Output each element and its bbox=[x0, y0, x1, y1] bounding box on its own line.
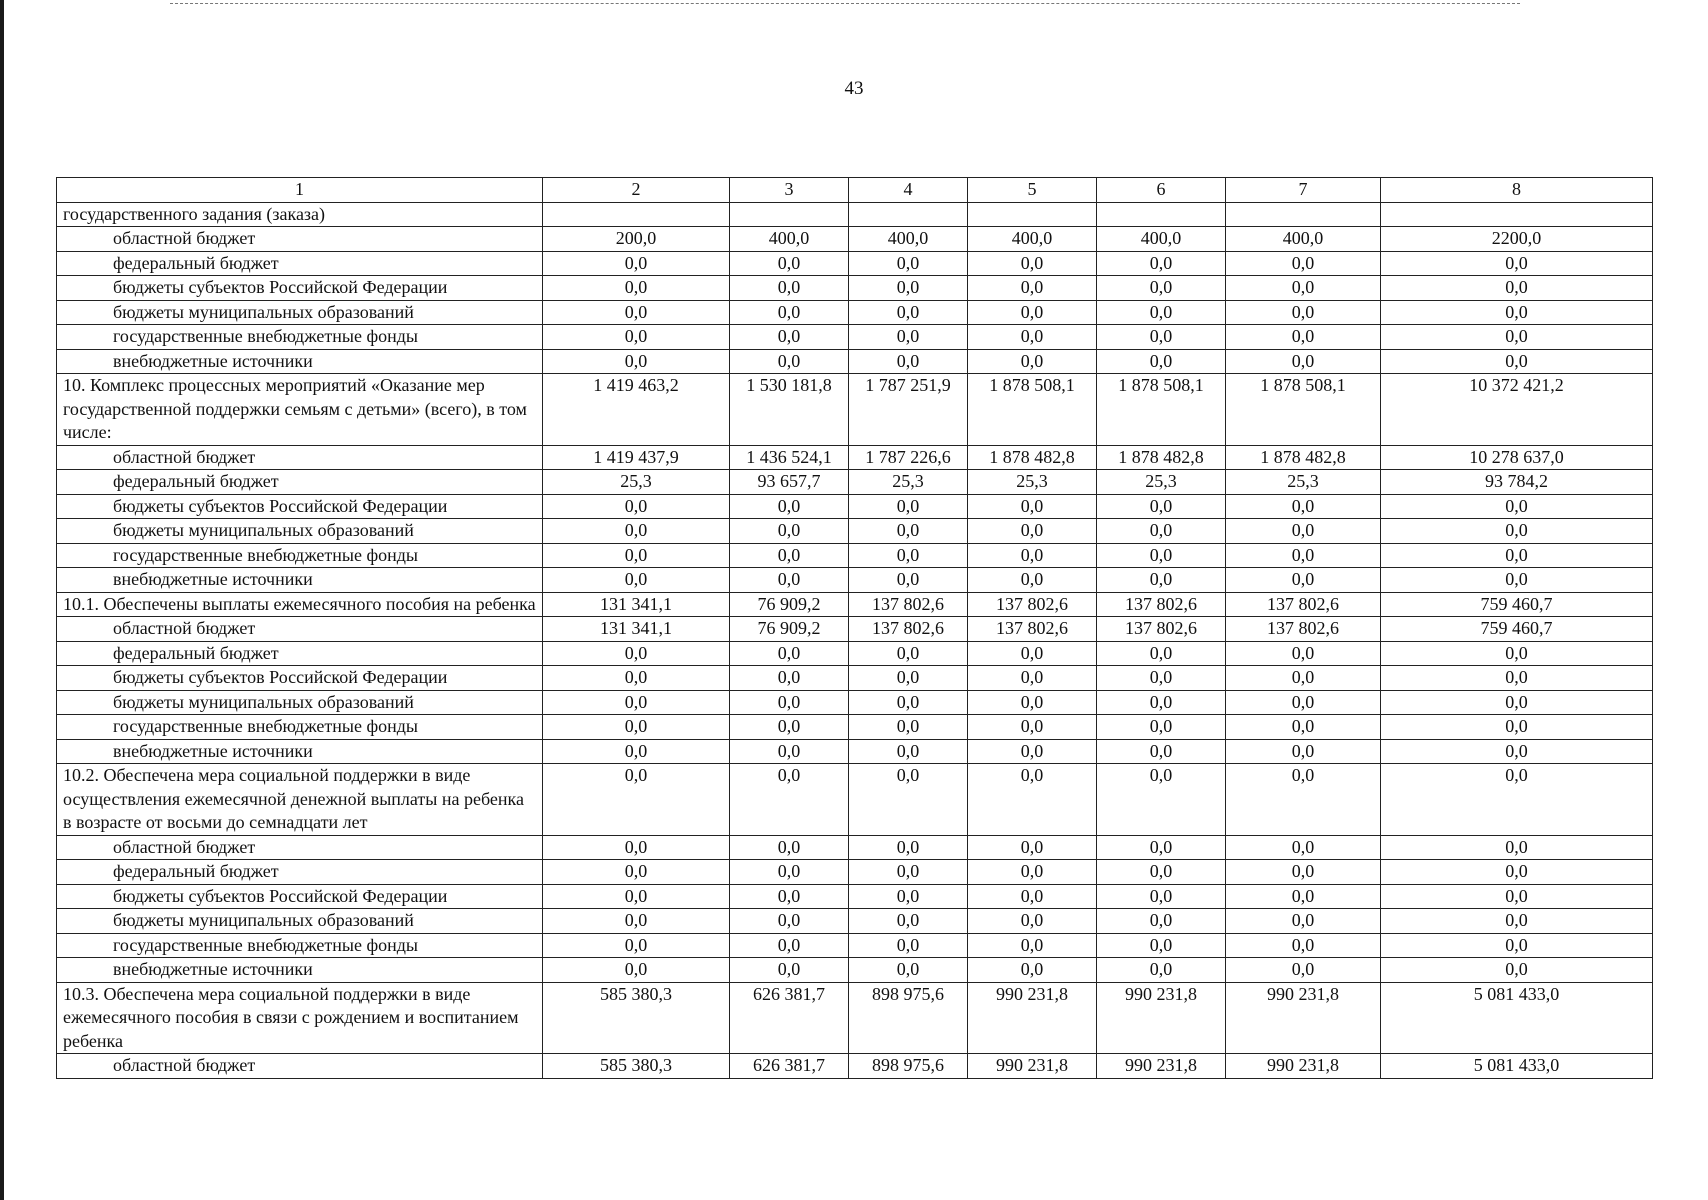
row-source-label: областной бюджет bbox=[57, 445, 543, 470]
row-value-cell: 898 975,6 bbox=[849, 982, 968, 1054]
row-value-cell: 0,0 bbox=[1097, 494, 1226, 519]
row-value-cell: 200,0 bbox=[543, 227, 730, 252]
row-source-label: внебюджетные источники bbox=[57, 568, 543, 593]
row-value-cell: 0,0 bbox=[849, 251, 968, 276]
row-value-cell: 0,0 bbox=[1381, 884, 1653, 909]
row-value-cell: 1 878 482,8 bbox=[1097, 445, 1226, 470]
table-row bbox=[57, 835, 1653, 860]
row-value-cell: 137 802,6 bbox=[1226, 617, 1381, 642]
row-value-cell: 0,0 bbox=[849, 764, 968, 836]
row-value-cell: 0,0 bbox=[1097, 933, 1226, 958]
row-value-cell: 0,0 bbox=[730, 251, 849, 276]
row-item-label: 10.3. Обеспечена мера социальной поддержки в виде ежемесячного пособия в связи с рождением и воспитанием ребенка bbox=[57, 982, 543, 1054]
table-row bbox=[57, 276, 1653, 301]
row-value-cell: 0,0 bbox=[849, 958, 968, 983]
table-row bbox=[57, 251, 1653, 276]
row-value-cell: 0,0 bbox=[543, 764, 730, 836]
row-source-label: федеральный бюджет bbox=[57, 251, 543, 276]
row-value-cell: 1 878 508,1 bbox=[1097, 374, 1226, 446]
row-value-cell: 0,0 bbox=[1226, 568, 1381, 593]
row-value-cell: 0,0 bbox=[543, 543, 730, 568]
row-value-cell: 0,0 bbox=[730, 666, 849, 691]
row-value-cell: 0,0 bbox=[730, 958, 849, 983]
column-header: 7 bbox=[1226, 178, 1381, 203]
row-value-cell: 0,0 bbox=[968, 835, 1097, 860]
row-value-cell: 0,0 bbox=[730, 715, 849, 740]
row-value-cell: 5 081 433,0 bbox=[1381, 1054, 1653, 1079]
row-value-cell bbox=[968, 202, 1097, 227]
table-header-row bbox=[57, 178, 1653, 203]
row-value-cell: 0,0 bbox=[730, 690, 849, 715]
row-value-cell: 0,0 bbox=[1226, 666, 1381, 691]
row-value-cell: 0,0 bbox=[1381, 860, 1653, 885]
row-source-label: государственные внебюджетные фонды bbox=[57, 325, 543, 350]
row-value-cell: 0,0 bbox=[1097, 568, 1226, 593]
row-value-cell: 0,0 bbox=[849, 568, 968, 593]
row-value-cell: 0,0 bbox=[1226, 519, 1381, 544]
row-value-cell: 585 380,3 bbox=[543, 1054, 730, 1079]
table-row bbox=[57, 374, 1653, 446]
row-value-cell: 0,0 bbox=[1097, 958, 1226, 983]
row-value-cell: 0,0 bbox=[1097, 251, 1226, 276]
row-value-cell: 0,0 bbox=[968, 715, 1097, 740]
row-value-cell: 137 802,6 bbox=[849, 592, 968, 617]
row-value-cell: 0,0 bbox=[1226, 909, 1381, 934]
row-value-cell: 0,0 bbox=[968, 543, 1097, 568]
row-value-cell: 0,0 bbox=[543, 739, 730, 764]
table-row bbox=[57, 543, 1653, 568]
row-source-label: областной бюджет bbox=[57, 835, 543, 860]
row-value-cell: 0,0 bbox=[849, 519, 968, 544]
row-value-cell: 0,0 bbox=[968, 933, 1097, 958]
row-value-cell: 400,0 bbox=[730, 227, 849, 252]
row-item-label: 10.1. Обеспечены выплаты ежемесячного пособия на ребенка bbox=[57, 592, 543, 617]
row-value-cell: 0,0 bbox=[543, 909, 730, 934]
row-value-cell: 0,0 bbox=[849, 739, 968, 764]
row-value-cell: 1 436 524,1 bbox=[730, 445, 849, 470]
row-value-cell: 0,0 bbox=[543, 300, 730, 325]
row-value-cell: 0,0 bbox=[1381, 690, 1653, 715]
row-value-cell: 0,0 bbox=[1097, 835, 1226, 860]
row-value-cell: 0,0 bbox=[730, 568, 849, 593]
row-value-cell: 1 787 226,6 bbox=[849, 445, 968, 470]
row-source-label: внебюджетные источники bbox=[57, 739, 543, 764]
row-source-label: бюджеты муниципальных образований bbox=[57, 300, 543, 325]
row-value-cell: 1 419 437,9 bbox=[543, 445, 730, 470]
row-source-label: бюджеты муниципальных образований bbox=[57, 519, 543, 544]
row-value-cell: 0,0 bbox=[730, 543, 849, 568]
row-value-cell: 0,0 bbox=[849, 860, 968, 885]
row-value-cell: 0,0 bbox=[1097, 325, 1226, 350]
row-value-cell: 626 381,7 bbox=[730, 1054, 849, 1079]
row-value-cell: 0,0 bbox=[1381, 494, 1653, 519]
row-value-cell: 0,0 bbox=[1097, 666, 1226, 691]
row-value-cell: 0,0 bbox=[730, 641, 849, 666]
row-value-cell: 0,0 bbox=[730, 300, 849, 325]
row-value-cell: 0,0 bbox=[1226, 690, 1381, 715]
row-value-cell: 2200,0 bbox=[1381, 227, 1653, 252]
row-value-cell: 0,0 bbox=[849, 543, 968, 568]
row-value-cell: 0,0 bbox=[1226, 641, 1381, 666]
row-value-cell: 0,0 bbox=[1097, 300, 1226, 325]
row-value-cell: 131 341,1 bbox=[543, 617, 730, 642]
row-source-label: федеральный бюджет bbox=[57, 470, 543, 495]
row-value-cell: 990 231,8 bbox=[1226, 1054, 1381, 1079]
row-value-cell: 1 530 181,8 bbox=[730, 374, 849, 446]
row-value-cell: 990 231,8 bbox=[1097, 1054, 1226, 1079]
row-value-cell: 0,0 bbox=[730, 519, 849, 544]
row-value-cell: 0,0 bbox=[1381, 519, 1653, 544]
row-value-cell: 0,0 bbox=[1226, 764, 1381, 836]
row-value-cell: 0,0 bbox=[968, 958, 1097, 983]
column-header: 3 bbox=[730, 178, 849, 203]
row-value-cell: 0,0 bbox=[1226, 325, 1381, 350]
row-value-cell: 0,0 bbox=[543, 933, 730, 958]
row-value-cell: 0,0 bbox=[968, 764, 1097, 836]
row-value-cell: 0,0 bbox=[849, 835, 968, 860]
row-value-cell: 0,0 bbox=[968, 349, 1097, 374]
row-value-cell: 0,0 bbox=[730, 494, 849, 519]
row-value-cell: 0,0 bbox=[968, 909, 1097, 934]
table-row bbox=[57, 300, 1653, 325]
row-value-cell: 0,0 bbox=[730, 909, 849, 934]
row-value-cell: 137 802,6 bbox=[968, 592, 1097, 617]
row-value-cell: 0,0 bbox=[730, 349, 849, 374]
row-value-cell: 0,0 bbox=[968, 519, 1097, 544]
row-source-label: бюджеты муниципальных образований bbox=[57, 690, 543, 715]
row-value-cell: 0,0 bbox=[849, 494, 968, 519]
row-source-label: бюджеты субъектов Российской Федерации bbox=[57, 884, 543, 909]
row-value-cell: 0,0 bbox=[730, 325, 849, 350]
row-value-cell: 0,0 bbox=[1226, 543, 1381, 568]
row-value-cell: 0,0 bbox=[849, 300, 968, 325]
row-value-cell bbox=[1381, 202, 1653, 227]
row-value-cell: 0,0 bbox=[543, 494, 730, 519]
row-source-label: бюджеты субъектов Российской Федерации bbox=[57, 276, 543, 301]
row-value-cell: 25,3 bbox=[1226, 470, 1381, 495]
row-source-label: областной бюджет bbox=[57, 617, 543, 642]
row-value-cell: 0,0 bbox=[968, 690, 1097, 715]
row-value-cell: 0,0 bbox=[1226, 958, 1381, 983]
row-value-cell: 0,0 bbox=[543, 884, 730, 909]
row-value-cell: 0,0 bbox=[968, 276, 1097, 301]
row-value-cell: 0,0 bbox=[1381, 909, 1653, 934]
row-value-cell: 93 657,7 bbox=[730, 470, 849, 495]
row-value-cell: 0,0 bbox=[543, 325, 730, 350]
row-value-cell: 0,0 bbox=[968, 300, 1097, 325]
row-value-cell: 137 802,6 bbox=[1226, 592, 1381, 617]
row-value-cell: 0,0 bbox=[1097, 739, 1226, 764]
table-row bbox=[57, 764, 1653, 836]
row-value-cell: 0,0 bbox=[1226, 884, 1381, 909]
row-value-cell: 0,0 bbox=[1097, 690, 1226, 715]
row-value-cell: 0,0 bbox=[1381, 349, 1653, 374]
row-source-label: федеральный бюджет bbox=[57, 860, 543, 885]
row-value-cell: 0,0 bbox=[968, 325, 1097, 350]
column-header: 2 bbox=[543, 178, 730, 203]
table-body bbox=[57, 178, 1653, 1079]
row-source-label: государственные внебюджетные фонды bbox=[57, 933, 543, 958]
table-row bbox=[57, 1054, 1653, 1079]
row-value-cell: 0,0 bbox=[1381, 715, 1653, 740]
row-value-cell: 0,0 bbox=[1226, 349, 1381, 374]
row-value-cell: 93 784,2 bbox=[1381, 470, 1653, 495]
row-value-cell: 76 909,2 bbox=[730, 592, 849, 617]
row-value-cell: 0,0 bbox=[543, 860, 730, 885]
table-row bbox=[57, 227, 1653, 252]
row-value-cell: 0,0 bbox=[730, 884, 849, 909]
table-row bbox=[57, 202, 1653, 227]
row-value-cell: 0,0 bbox=[1381, 739, 1653, 764]
row-value-cell: 0,0 bbox=[968, 251, 1097, 276]
row-value-cell bbox=[730, 202, 849, 227]
row-source-label: государственные внебюджетные фонды bbox=[57, 543, 543, 568]
row-value-cell: 0,0 bbox=[849, 715, 968, 740]
row-source-label: бюджеты субъектов Российской Федерации bbox=[57, 666, 543, 691]
row-value-cell: 0,0 bbox=[543, 276, 730, 301]
row-value-cell: 0,0 bbox=[1381, 666, 1653, 691]
row-value-cell: 0,0 bbox=[1381, 641, 1653, 666]
row-value-cell: 990 231,8 bbox=[1097, 982, 1226, 1054]
row-value-cell: 0,0 bbox=[730, 764, 849, 836]
row-value-cell: 0,0 bbox=[1097, 884, 1226, 909]
row-value-cell: 10 278 637,0 bbox=[1381, 445, 1653, 470]
row-value-cell: 0,0 bbox=[1097, 276, 1226, 301]
row-value-cell: 0,0 bbox=[730, 276, 849, 301]
table-row bbox=[57, 568, 1653, 593]
row-value-cell: 1 878 482,8 bbox=[1226, 445, 1381, 470]
row-item-label: государственного задания (заказа) bbox=[57, 202, 543, 227]
row-value-cell: 0,0 bbox=[968, 666, 1097, 691]
row-value-cell: 1 878 508,1 bbox=[968, 374, 1097, 446]
row-value-cell: 0,0 bbox=[1097, 909, 1226, 934]
row-value-cell: 0,0 bbox=[1381, 251, 1653, 276]
row-value-cell: 0,0 bbox=[543, 568, 730, 593]
row-value-cell: 5 081 433,0 bbox=[1381, 982, 1653, 1054]
table-row bbox=[57, 909, 1653, 934]
row-source-label: внебюджетные источники bbox=[57, 958, 543, 983]
row-value-cell: 400,0 bbox=[1097, 227, 1226, 252]
row-value-cell: 0,0 bbox=[1381, 543, 1653, 568]
row-value-cell: 25,3 bbox=[849, 470, 968, 495]
row-value-cell: 0,0 bbox=[1381, 958, 1653, 983]
row-value-cell bbox=[849, 202, 968, 227]
row-value-cell: 0,0 bbox=[1226, 494, 1381, 519]
row-value-cell: 759 460,7 bbox=[1381, 617, 1653, 642]
row-value-cell: 626 381,7 bbox=[730, 982, 849, 1054]
row-value-cell: 0,0 bbox=[849, 666, 968, 691]
row-value-cell: 0,0 bbox=[1381, 568, 1653, 593]
page-number: 43 bbox=[844, 78, 864, 99]
column-header: 1 bbox=[57, 178, 543, 203]
row-value-cell: 1 878 482,8 bbox=[968, 445, 1097, 470]
scan-top-line bbox=[170, 3, 1520, 4]
row-value-cell: 0,0 bbox=[968, 494, 1097, 519]
row-value-cell: 0,0 bbox=[543, 641, 730, 666]
row-value-cell: 0,0 bbox=[849, 884, 968, 909]
row-value-cell: 131 341,1 bbox=[543, 592, 730, 617]
row-value-cell: 990 231,8 bbox=[1226, 982, 1381, 1054]
row-value-cell: 990 231,8 bbox=[968, 982, 1097, 1054]
row-value-cell: 0,0 bbox=[543, 251, 730, 276]
row-value-cell: 0,0 bbox=[1097, 543, 1226, 568]
table-row bbox=[57, 470, 1653, 495]
table-row bbox=[57, 349, 1653, 374]
row-value-cell: 400,0 bbox=[849, 227, 968, 252]
row-value-cell: 0,0 bbox=[1097, 764, 1226, 836]
table-row bbox=[57, 690, 1653, 715]
row-value-cell: 0,0 bbox=[1381, 933, 1653, 958]
row-value-cell: 0,0 bbox=[1097, 519, 1226, 544]
table-row bbox=[57, 592, 1653, 617]
row-value-cell: 0,0 bbox=[1226, 933, 1381, 958]
row-value-cell: 0,0 bbox=[968, 739, 1097, 764]
row-source-label: внебюджетные источники bbox=[57, 349, 543, 374]
row-value-cell: 0,0 bbox=[730, 933, 849, 958]
row-value-cell: 0,0 bbox=[849, 349, 968, 374]
row-value-cell: 0,0 bbox=[968, 641, 1097, 666]
row-value-cell: 0,0 bbox=[968, 860, 1097, 885]
row-value-cell: 137 802,6 bbox=[1097, 592, 1226, 617]
row-value-cell: 0,0 bbox=[730, 860, 849, 885]
table-row bbox=[57, 884, 1653, 909]
table-row bbox=[57, 325, 1653, 350]
row-value-cell: 0,0 bbox=[543, 958, 730, 983]
table-row bbox=[57, 445, 1653, 470]
row-value-cell bbox=[1097, 202, 1226, 227]
row-value-cell: 76 909,2 bbox=[730, 617, 849, 642]
row-value-cell: 898 975,6 bbox=[849, 1054, 968, 1079]
row-value-cell: 0,0 bbox=[730, 739, 849, 764]
row-value-cell: 0,0 bbox=[968, 568, 1097, 593]
row-value-cell: 0,0 bbox=[1097, 641, 1226, 666]
row-item-label: 10. Комплекс процессных мероприятий «Оказание мер государственной поддержки семьям с детьми» (всего), в том числе: bbox=[57, 374, 543, 446]
row-value-cell: 0,0 bbox=[1226, 860, 1381, 885]
table-row bbox=[57, 715, 1653, 740]
row-value-cell: 0,0 bbox=[1381, 764, 1653, 836]
column-header: 6 bbox=[1097, 178, 1226, 203]
row-value-cell: 25,3 bbox=[1097, 470, 1226, 495]
row-value-cell: 0,0 bbox=[1226, 715, 1381, 740]
row-value-cell: 137 802,6 bbox=[1097, 617, 1226, 642]
row-value-cell: 585 380,3 bbox=[543, 982, 730, 1054]
row-value-cell: 0,0 bbox=[1097, 715, 1226, 740]
row-value-cell: 0,0 bbox=[1381, 276, 1653, 301]
table-row bbox=[57, 860, 1653, 885]
column-header: 5 bbox=[968, 178, 1097, 203]
table-row bbox=[57, 641, 1653, 666]
row-source-label: бюджеты субъектов Российской Федерации bbox=[57, 494, 543, 519]
row-value-cell: 759 460,7 bbox=[1381, 592, 1653, 617]
row-value-cell: 990 231,8 bbox=[968, 1054, 1097, 1079]
row-source-label: бюджеты муниципальных образований bbox=[57, 909, 543, 934]
row-source-label: федеральный бюджет bbox=[57, 641, 543, 666]
row-value-cell: 0,0 bbox=[1226, 251, 1381, 276]
row-value-cell: 25,3 bbox=[543, 470, 730, 495]
row-value-cell: 0,0 bbox=[849, 909, 968, 934]
row-value-cell: 400,0 bbox=[968, 227, 1097, 252]
table-row bbox=[57, 519, 1653, 544]
row-value-cell: 0,0 bbox=[543, 835, 730, 860]
row-value-cell: 0,0 bbox=[1381, 325, 1653, 350]
row-item-label: 10.2. Обеспечена мера социальной поддержки в виде осуществления ежемесячной денежной выплаты на ребенка в возрасте от восьми до семнадцати лет bbox=[57, 764, 543, 836]
row-value-cell: 0,0 bbox=[1226, 835, 1381, 860]
row-source-label: областной бюджет bbox=[57, 1054, 543, 1079]
row-value-cell: 1 419 463,2 bbox=[543, 374, 730, 446]
row-value-cell bbox=[543, 202, 730, 227]
row-value-cell: 137 802,6 bbox=[968, 617, 1097, 642]
row-value-cell: 0,0 bbox=[849, 690, 968, 715]
scan-edge-bar bbox=[0, 0, 4, 1200]
row-value-cell: 0,0 bbox=[543, 715, 730, 740]
table-row bbox=[57, 617, 1653, 642]
row-value-cell: 0,0 bbox=[543, 519, 730, 544]
row-value-cell: 0,0 bbox=[849, 276, 968, 301]
table-row bbox=[57, 739, 1653, 764]
row-value-cell: 25,3 bbox=[968, 470, 1097, 495]
row-value-cell: 0,0 bbox=[849, 325, 968, 350]
row-value-cell: 1 878 508,1 bbox=[1226, 374, 1381, 446]
row-value-cell: 1 787 251,9 bbox=[849, 374, 968, 446]
row-value-cell: 0,0 bbox=[543, 349, 730, 374]
row-value-cell: 0,0 bbox=[849, 933, 968, 958]
row-value-cell: 0,0 bbox=[1097, 349, 1226, 374]
table-row bbox=[57, 982, 1653, 1054]
row-value-cell: 0,0 bbox=[849, 641, 968, 666]
row-value-cell: 0,0 bbox=[1381, 835, 1653, 860]
table-row bbox=[57, 958, 1653, 983]
row-value-cell: 0,0 bbox=[543, 666, 730, 691]
row-value-cell: 137 802,6 bbox=[849, 617, 968, 642]
row-source-label: государственные внебюджетные фонды bbox=[57, 715, 543, 740]
budget-table bbox=[56, 177, 1653, 1079]
row-value-cell: 0,0 bbox=[543, 690, 730, 715]
row-value-cell: 400,0 bbox=[1226, 227, 1381, 252]
table-row bbox=[57, 666, 1653, 691]
row-value-cell: 0,0 bbox=[1097, 860, 1226, 885]
row-value-cell: 0,0 bbox=[1381, 300, 1653, 325]
table-row bbox=[57, 933, 1653, 958]
row-value-cell: 0,0 bbox=[1226, 739, 1381, 764]
column-header: 4 bbox=[849, 178, 968, 203]
row-value-cell: 0,0 bbox=[968, 884, 1097, 909]
table-row bbox=[57, 494, 1653, 519]
row-value-cell: 0,0 bbox=[1226, 300, 1381, 325]
column-header: 8 bbox=[1381, 178, 1653, 203]
row-value-cell: 10 372 421,2 bbox=[1381, 374, 1653, 446]
row-value-cell: 0,0 bbox=[730, 835, 849, 860]
row-source-label: областной бюджет bbox=[57, 227, 543, 252]
row-value-cell bbox=[1226, 202, 1381, 227]
row-value-cell: 0,0 bbox=[1226, 276, 1381, 301]
